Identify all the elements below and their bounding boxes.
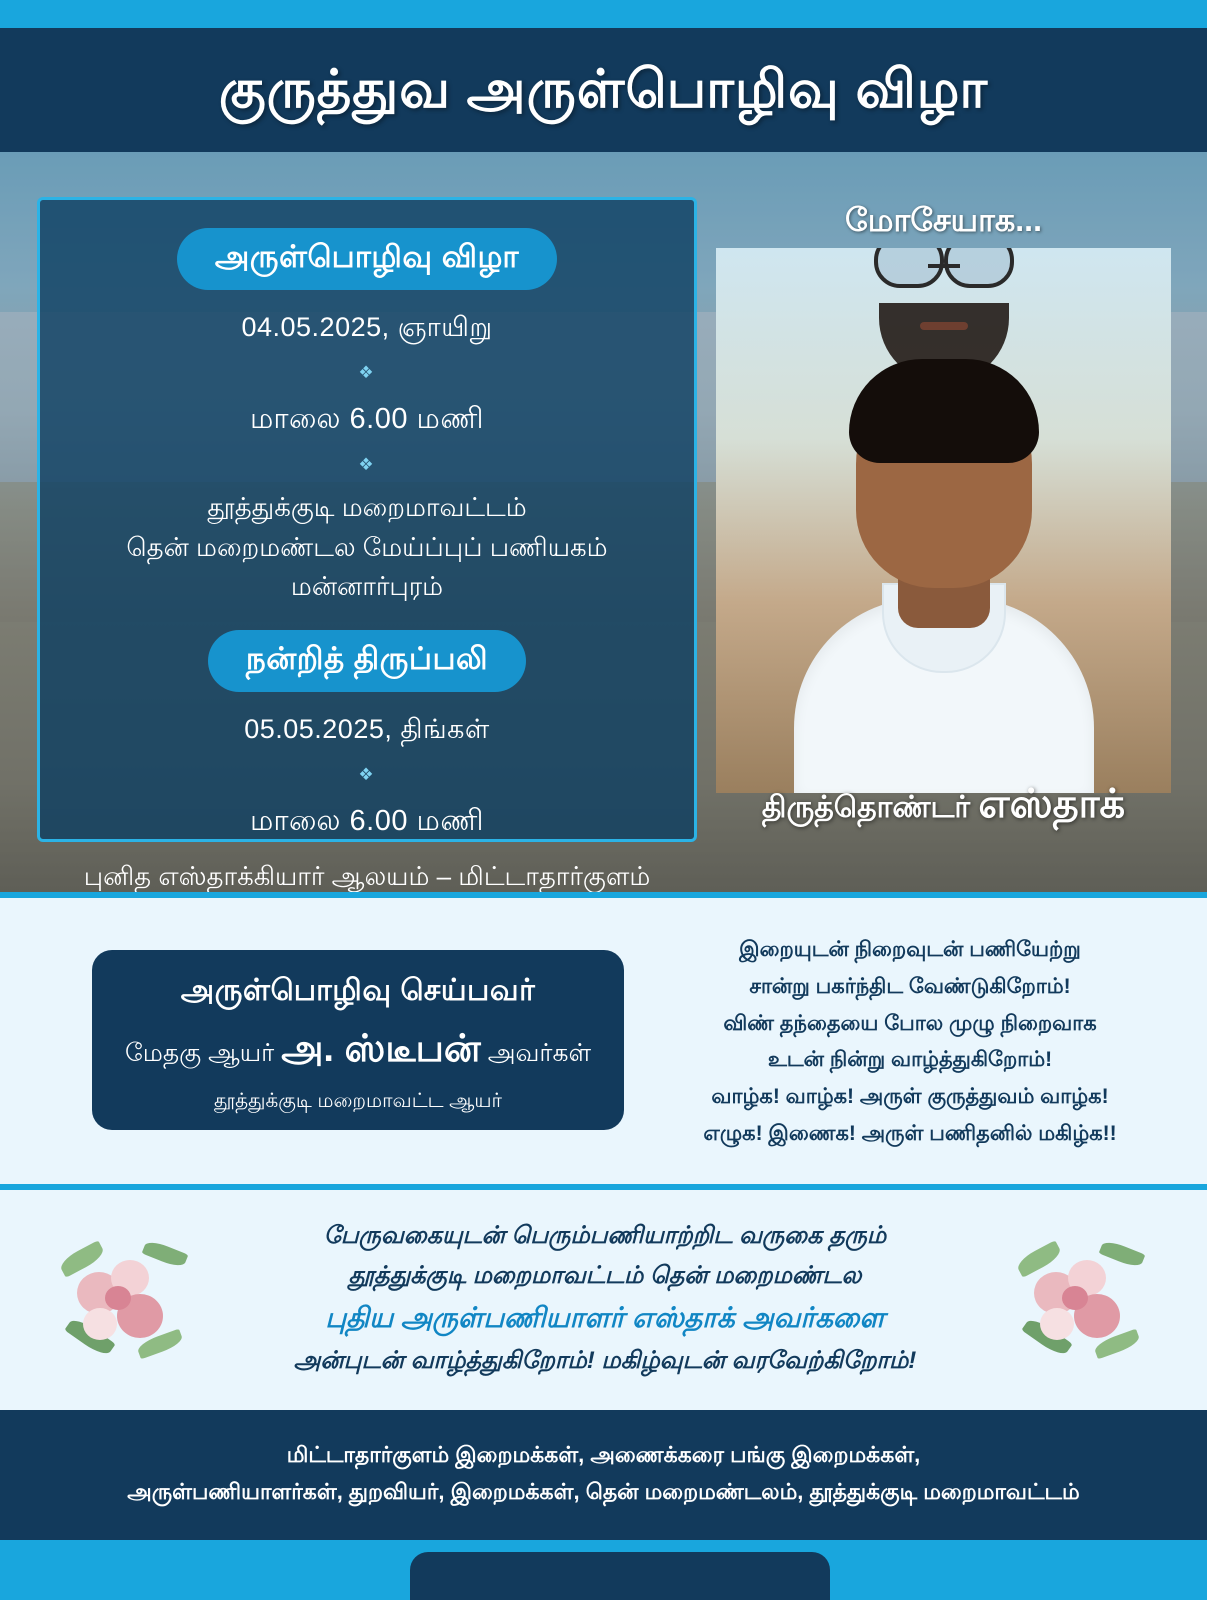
wishes-line: இறையுடன் நிறைவுடன் பணியேற்று	[739, 938, 1081, 961]
floral-decoration-left-icon	[55, 1236, 195, 1376]
speaker-card	[92, 950, 624, 1130]
wishes-block	[660, 932, 1160, 1153]
event-address-1	[40, 489, 694, 606]
event-time-2: மாலை 6.00 மணி	[249, 805, 485, 838]
event-address-1-line3: மன்னார்புரம்	[290, 571, 444, 602]
portrait-hair	[849, 359, 1039, 463]
event-pill-ordination: அருள்பொழிவு விழா	[177, 228, 557, 290]
bottom-tab-shape	[410, 1552, 830, 1600]
event-date-1: 04.05.2025, ஞாயிறு	[241, 312, 493, 342]
wishes-line: எழுக! இணைக! அருள் பணிதனில் மகிழ்க!!	[703, 1121, 1117, 1145]
wishes-line: உடன் நின்று வாழ்த்துகிறோம்!	[767, 1048, 1053, 1072]
welcome-line-4: அன்புடன் வாழ்த்துகிறோம்! மகிழ்வுடன் வரவேற்கிறோம்!	[293, 1347, 917, 1375]
speaker-name-row	[92, 1028, 624, 1076]
portrait-name-main: எஸ்தாக்	[978, 782, 1126, 826]
event-details-card	[37, 197, 697, 892]
footer-section	[0, 1410, 1207, 1540]
ornament-divider-2: ❖	[358, 455, 376, 474]
middle-section	[0, 892, 1207, 1184]
portrait-glasses-right	[944, 248, 1014, 288]
welcome-line-3-highlight: புதிய அருள்பணியாளர் எஸ்தாக் அவர்களை	[325, 1302, 885, 1334]
portrait-name	[716, 782, 1171, 832]
portrait-photo	[716, 248, 1171, 793]
speaker-card-title: அருள்பொழிவு செய்பவர்	[180, 974, 536, 1007]
speaker-name-prefix: மேதகு ஆயர்	[124, 1039, 275, 1067]
portrait-mouth	[920, 322, 968, 330]
wishes-line: வாழ்க! வாழ்க! அருள் குருத்துவம் வாழ்க!	[711, 1085, 1109, 1108]
welcome-section	[0, 1184, 1207, 1410]
footer-line-1: மிட்டாதார்குளம் இறைமக்கள், அணைக்கரை பங்கு இறைமக்கள்,	[286, 1442, 921, 1467]
floral-decoration-right-icon	[1012, 1236, 1152, 1376]
portrait-caption: மோசேயாக...	[845, 202, 1042, 238]
wishes-line: சான்று பகர்ந்திட வேண்டுகிறோம்!	[749, 974, 1071, 998]
welcome-line-1: பேருவகையுடன் பெரும்பணியாற்றிட வருகை தரும்	[323, 1222, 887, 1249]
wishes-line: விண் தந்தையை போல முழு நிறைவாக	[723, 1011, 1097, 1035]
event-date-2: 05.05.2025, திங்கள்	[244, 714, 490, 745]
portrait-person	[794, 363, 1094, 793]
ornament-divider-1: ❖	[358, 363, 376, 382]
event-time-1: மாலை 6.00 மணி	[249, 403, 485, 435]
portrait-glasses-left	[874, 248, 944, 288]
page-title: குருத்துவ அருள்பொழிவு விழா	[218, 59, 989, 119]
portrait-glasses-bridge	[928, 264, 960, 268]
event-venue-2: புனித எஸ்தாக்கியார் ஆலயம் – மிட்டாதார்குளம்	[83, 861, 651, 892]
welcome-line-2: தூத்துக்குடி மறைமாவட்டம் தென் மறைமண்டல	[348, 1261, 862, 1289]
speaker-name-suffix: அவர்கள்	[487, 1039, 592, 1067]
ornament-divider-3: ❖	[358, 765, 376, 785]
hero-section	[0, 152, 1207, 892]
event-address-1-line2: தென் மறைமண்டல மேய்ப்புப் பணியகம்	[126, 531, 608, 562]
title-band	[0, 28, 1207, 152]
footer-line-2: அருள்பணியாளர்கள், துறவியர், இறைமக்கள், தென் மறைமண்டலம், தூத்துக்குடி மறைமாவட்டம்	[127, 1479, 1080, 1505]
portrait-name-prefix: திருத்தொண்டர்	[761, 791, 971, 824]
speaker-name: அ. ஸ்டீபன்	[281, 1028, 481, 1070]
speaker-role: தூத்துக்குடி மறைமாவட்ட ஆயர்	[214, 1090, 502, 1112]
event-address-1-line1: தூத்துக்குடி மறைமாவட்டம்	[207, 492, 527, 522]
top-accent-bar	[0, 0, 1207, 28]
event-pill-thanksgiving: நன்றித் திருப்பலி	[208, 630, 526, 692]
middle-top-rule	[0, 892, 1207, 898]
welcome-text	[230, 1216, 980, 1381]
